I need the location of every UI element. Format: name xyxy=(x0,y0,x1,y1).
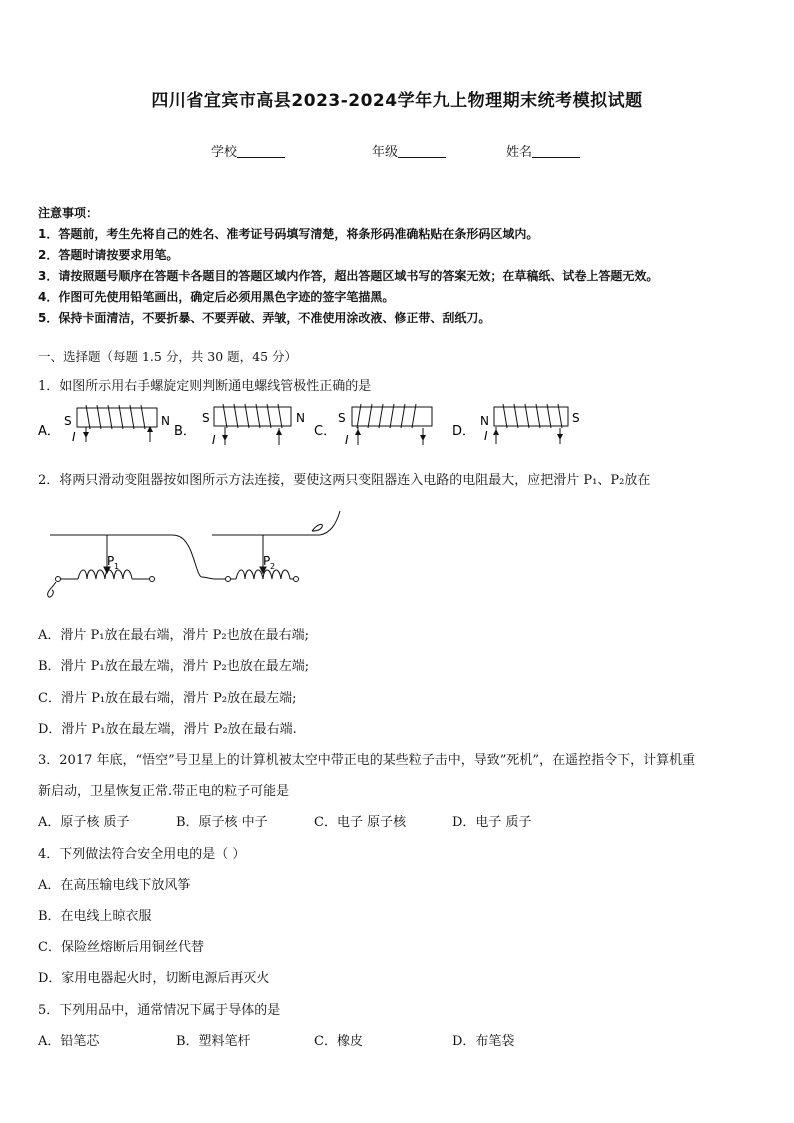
left-pole: N xyxy=(480,414,489,428)
grade-field[interactable] xyxy=(372,141,446,160)
q5-option-c[interactable]: C．橡皮 xyxy=(314,1034,363,1049)
option-label: C． xyxy=(314,424,337,439)
question-3-stem-line2: 新启动，卫星恢复正常.带正电的粒子可能是 xyxy=(38,784,290,799)
q3-option-b[interactable]: B．原子核 中子 xyxy=(176,815,268,830)
right-pole: S xyxy=(572,411,580,425)
q1-option-b[interactable] xyxy=(174,404,305,447)
q2-option-a[interactable]: A．滑片 P₁放在最右端，滑片 P₂也放在最右端; xyxy=(38,628,309,643)
option-label: B． xyxy=(174,424,196,439)
q4-option-c[interactable]: C．保险丝熔断后用铜丝代替 xyxy=(38,940,204,955)
right-pole: N xyxy=(161,414,170,428)
note-item: 4．作图可先使用铅笔画出，确定后必须用黑色字迹的签字笔描黑。 xyxy=(38,290,395,304)
p2-subscript: 2 xyxy=(270,562,276,571)
option-label: A． xyxy=(38,424,60,439)
current-label: I xyxy=(212,433,216,447)
note-item: 5．保持卡面清洁，不要折暴、不要弄破、弄皱，不准使用涂改液、修正带、刮纸刀。 xyxy=(38,311,491,325)
p2-label: P xyxy=(263,554,271,568)
question-5-stem: 5．下列用品中，通常情况下属于导体的是 xyxy=(38,1003,281,1018)
q1-option-a[interactable] xyxy=(38,405,170,444)
q5-option-a[interactable]: A．铅笔芯 xyxy=(38,1034,100,1049)
school-blank[interactable] xyxy=(237,144,285,158)
name-label: 姓名 xyxy=(506,145,533,160)
question-4-stem: 4．下列做法符合安全用电的是（ ） xyxy=(38,847,246,862)
grade-blank[interactable] xyxy=(398,144,446,158)
current-label: I xyxy=(72,430,76,444)
q5-option-b[interactable]: B．塑料笔杆 xyxy=(176,1034,251,1049)
school-field[interactable] xyxy=(211,141,285,160)
left-pole: S xyxy=(338,411,346,425)
q4-option-d[interactable]: D．家用电器起火时，切断电源后再灭火 xyxy=(38,971,270,986)
q5-option-d[interactable]: D．布笔袋 xyxy=(452,1034,515,1049)
note-item: 1．答题前，考生先将自己的姓名、准考证号码填写清楚，将条形码准确粘贴在条形码区域内。 xyxy=(38,227,539,241)
grade-label: 年级 xyxy=(372,145,399,160)
q2-option-d[interactable]: D．滑片 P₁放在最左端，滑片 P₂放在最右端. xyxy=(38,722,297,737)
q2-rheostat-figure xyxy=(0,505,794,610)
current-label: I xyxy=(345,433,349,447)
q2-option-b[interactable]: B．滑片 P₁放在最左端，滑片 P₂也放在最左端; xyxy=(38,659,310,674)
notes-heading: 注意事项： xyxy=(38,206,99,220)
school-label: 学校 xyxy=(211,145,238,160)
question-3-stem-line1: 3．2017 年底，“悟空”号卫星上的计算机被太空中带正电的某些粒子击中，导致”死机”，在遥控指令下，计算机重 xyxy=(38,753,696,768)
q4-option-b[interactable]: B．在电线上晾衣服 xyxy=(38,909,152,924)
q2-option-c[interactable]: C．滑片 P₁放在最右端，滑片 P₂放在最左端; xyxy=(38,691,297,706)
q1-solenoid-figures xyxy=(0,398,794,450)
right-pole: N xyxy=(296,411,305,425)
name-blank[interactable] xyxy=(532,144,580,158)
left-pole: S xyxy=(202,411,210,425)
name-field[interactable] xyxy=(506,141,580,160)
question-2-stem: 2．将两只滑动变阻器按如图所示方法连接，要使这两只变阻器连入电路的电阻最大，应把滑片 P₁、P₂放在 xyxy=(38,473,651,488)
note-item: 3．请按照题号顺序在答题卡各题目的答题区域内作答，超出答题区域书写的答案无效；在草稿纸、试卷上答题无效。 xyxy=(38,269,659,283)
q3-option-a[interactable]: A．原子核 质子 xyxy=(38,815,130,830)
left-pole: S xyxy=(64,414,72,428)
section-title: 一、选择题（每题 1.5 分，共 30 题，45 分） xyxy=(38,349,298,364)
p1-label: P xyxy=(107,554,115,568)
option-label: D． xyxy=(452,424,476,439)
current-label: I xyxy=(484,429,488,443)
q4-option-a[interactable]: A．在高压输电线下放风筝 xyxy=(38,878,191,893)
note-item: 2．答题时请按要求用笔。 xyxy=(38,248,179,262)
q3-option-d[interactable]: D．电子 质子 xyxy=(452,815,532,830)
q3-option-c[interactable]: C．电子 原子核 xyxy=(314,815,407,830)
question-1-stem: 1．如图所示用右手螺旋定则判断通电螺线管极性正确的是 xyxy=(38,379,372,394)
q1-option-d[interactable] xyxy=(452,404,580,444)
p1-subscript: 1 xyxy=(114,562,120,571)
q1-option-c[interactable] xyxy=(314,404,432,447)
page-title: 四川省宜宾市高县2023-2024学年九上物理期末统考模拟试题 xyxy=(151,91,643,111)
